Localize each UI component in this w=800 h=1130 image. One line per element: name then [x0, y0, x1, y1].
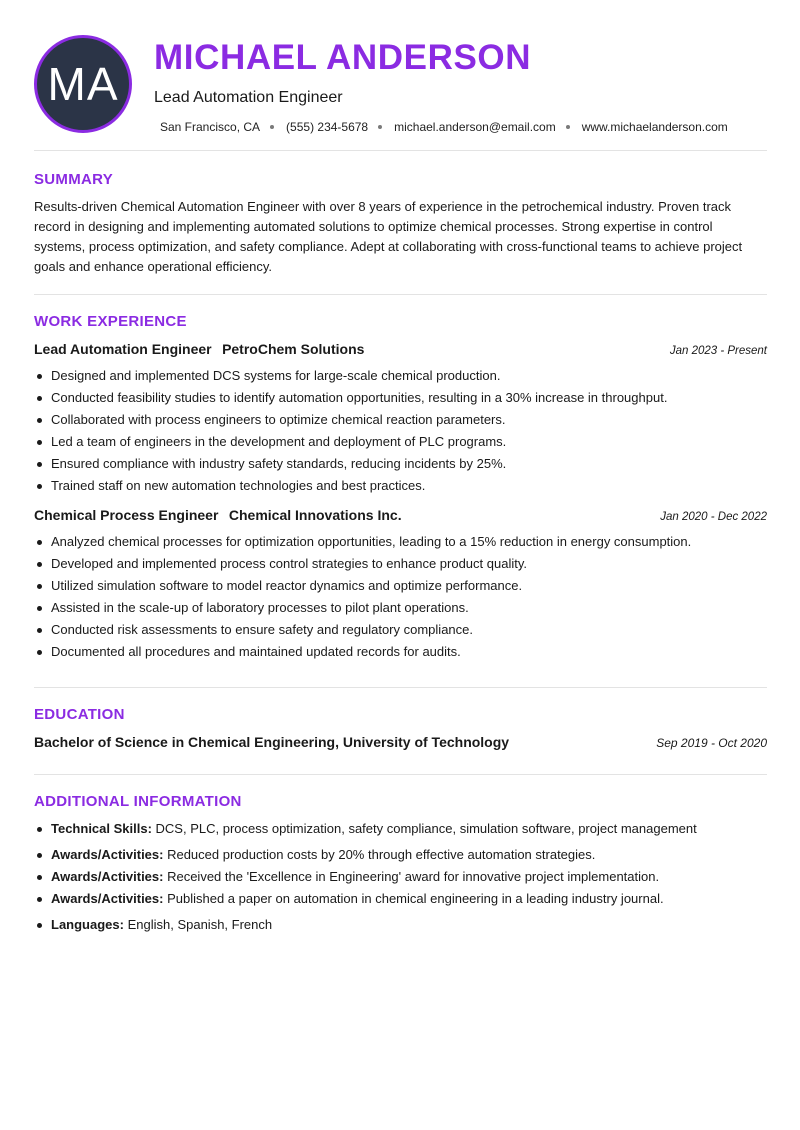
list-item	[34, 888, 767, 910]
section-heading: SUMMARY	[34, 171, 114, 188]
separator-dot	[566, 125, 570, 129]
job-date: Jan 2023 - Present	[669, 345, 767, 357]
info-label: Awards/Activities:	[51, 891, 164, 906]
list-item: Conducted feasibility studies to identify automation opportunities, resulting in a 30% increase in throughput.	[34, 387, 767, 409]
degree: Bachelor of Science in Chemical Engineering, University of Technology	[34, 734, 510, 750]
education-entry	[34, 734, 767, 750]
avatar-initials: MA	[47, 58, 119, 110]
list-item: Conducted risk assessments to ensure safety and regulatory compliance.	[34, 619, 767, 641]
contact-website[interactable]: www.michaelanderson.com	[581, 120, 728, 134]
list-item: Designed and implemented DCS systems for large-scale chemical production.	[34, 365, 767, 387]
job-entry	[34, 507, 767, 663]
info-text: Received the 'Excellence in Engineering' award for innovative project implementation.	[163, 869, 660, 884]
list-item: Led a team of engineers in the development and deployment of PLC programs.	[34, 431, 767, 453]
job-heading	[34, 341, 364, 359]
contact-location: San Francisco, CA	[160, 120, 261, 134]
job-role: Lead Automation Engineer	[34, 341, 212, 357]
list-item: Trained staff on new automation technologies and best practices.	[34, 475, 767, 497]
contact-email[interactable]: michael.anderson@email.com	[394, 120, 556, 134]
list-item	[34, 818, 767, 840]
list-item	[34, 844, 767, 866]
job-entry	[34, 341, 767, 497]
info-text: DCS, PLC, process optimization, safety compliance, simulation software, project management	[151, 821, 697, 836]
job-bullets	[34, 365, 767, 497]
resume-header	[34, 0, 767, 150]
education-date: Sep 2019 - Oct 2020	[656, 736, 767, 750]
info-label: Awards/Activities:	[51, 847, 164, 862]
job-bullets	[34, 531, 767, 663]
job-company: PetroChem Solutions	[222, 341, 365, 357]
job-header	[34, 341, 767, 359]
summary-text: Results-driven Chemical Automation Engineer with over 8 years of experience in the petrochemical industry. Proven track record in designing and implementing automated solutions to optimize chemical processes. Strong expertise in control systems, process optimization, and safety compliance. Adept at collaborating with cross-functional teams to achieve project goals and enhance operational efficiency.	[34, 199, 743, 274]
section-heading: WORK EXPERIENCE	[34, 313, 187, 330]
additional-list	[34, 818, 767, 936]
info-text: Published a paper on automation in chemical engineering in a leading industry journal.	[163, 891, 664, 906]
additional-information-section	[34, 775, 767, 936]
job-role: Chemical Process Engineer	[34, 507, 219, 523]
separator-dot	[270, 125, 274, 129]
job-company: Chemical Innovations Inc.	[228, 507, 402, 523]
candidate-name: MICHAEL ANDERSON	[154, 38, 532, 77]
list-item: Collaborated with process engineers to optimize chemical reaction parameters.	[34, 409, 767, 431]
list-item: Ensured compliance with industry safety standards, reducing incidents by 25%.	[34, 453, 767, 475]
list-item: Developed and implemented process control strategies to enhance product quality.	[34, 553, 767, 575]
info-text: Reduced production costs by 20% through effective automation strategies.	[163, 847, 596, 862]
list-item	[34, 914, 767, 936]
info-label: Languages:	[51, 917, 124, 932]
section-heading: EDUCATION	[34, 706, 125, 723]
separator-dot	[378, 125, 382, 129]
list-item: Analyzed chemical processes for optimization opportunities, leading to a 15% reduction in energy consumption.	[34, 531, 767, 553]
job-heading	[34, 507, 402, 525]
contact-phone: (555) 234-5678	[286, 120, 369, 134]
list-item: Assisted in the scale-up of laboratory processes to pilot plant operations.	[34, 597, 767, 619]
list-item	[34, 866, 767, 888]
info-label: Awards/Activities:	[51, 869, 164, 884]
list-item: Documented all procedures and maintained updated records for audits.	[34, 641, 767, 663]
avatar	[34, 35, 132, 133]
job-title: Lead Automation Engineer	[154, 89, 343, 106]
summary-section	[34, 151, 767, 294]
contact-info	[160, 120, 728, 134]
education-section	[34, 688, 767, 774]
section-heading: ADDITIONAL INFORMATION	[34, 793, 242, 810]
info-text: English, Spanish, French	[123, 917, 273, 932]
job-date: Jan 2020 - Dec 2022	[660, 511, 767, 523]
job-header	[34, 507, 767, 525]
info-label: Technical Skills:	[51, 821, 152, 836]
work-experience-section	[34, 295, 767, 687]
list-item: Utilized simulation software to model reactor dynamics and optimize performance.	[34, 575, 767, 597]
